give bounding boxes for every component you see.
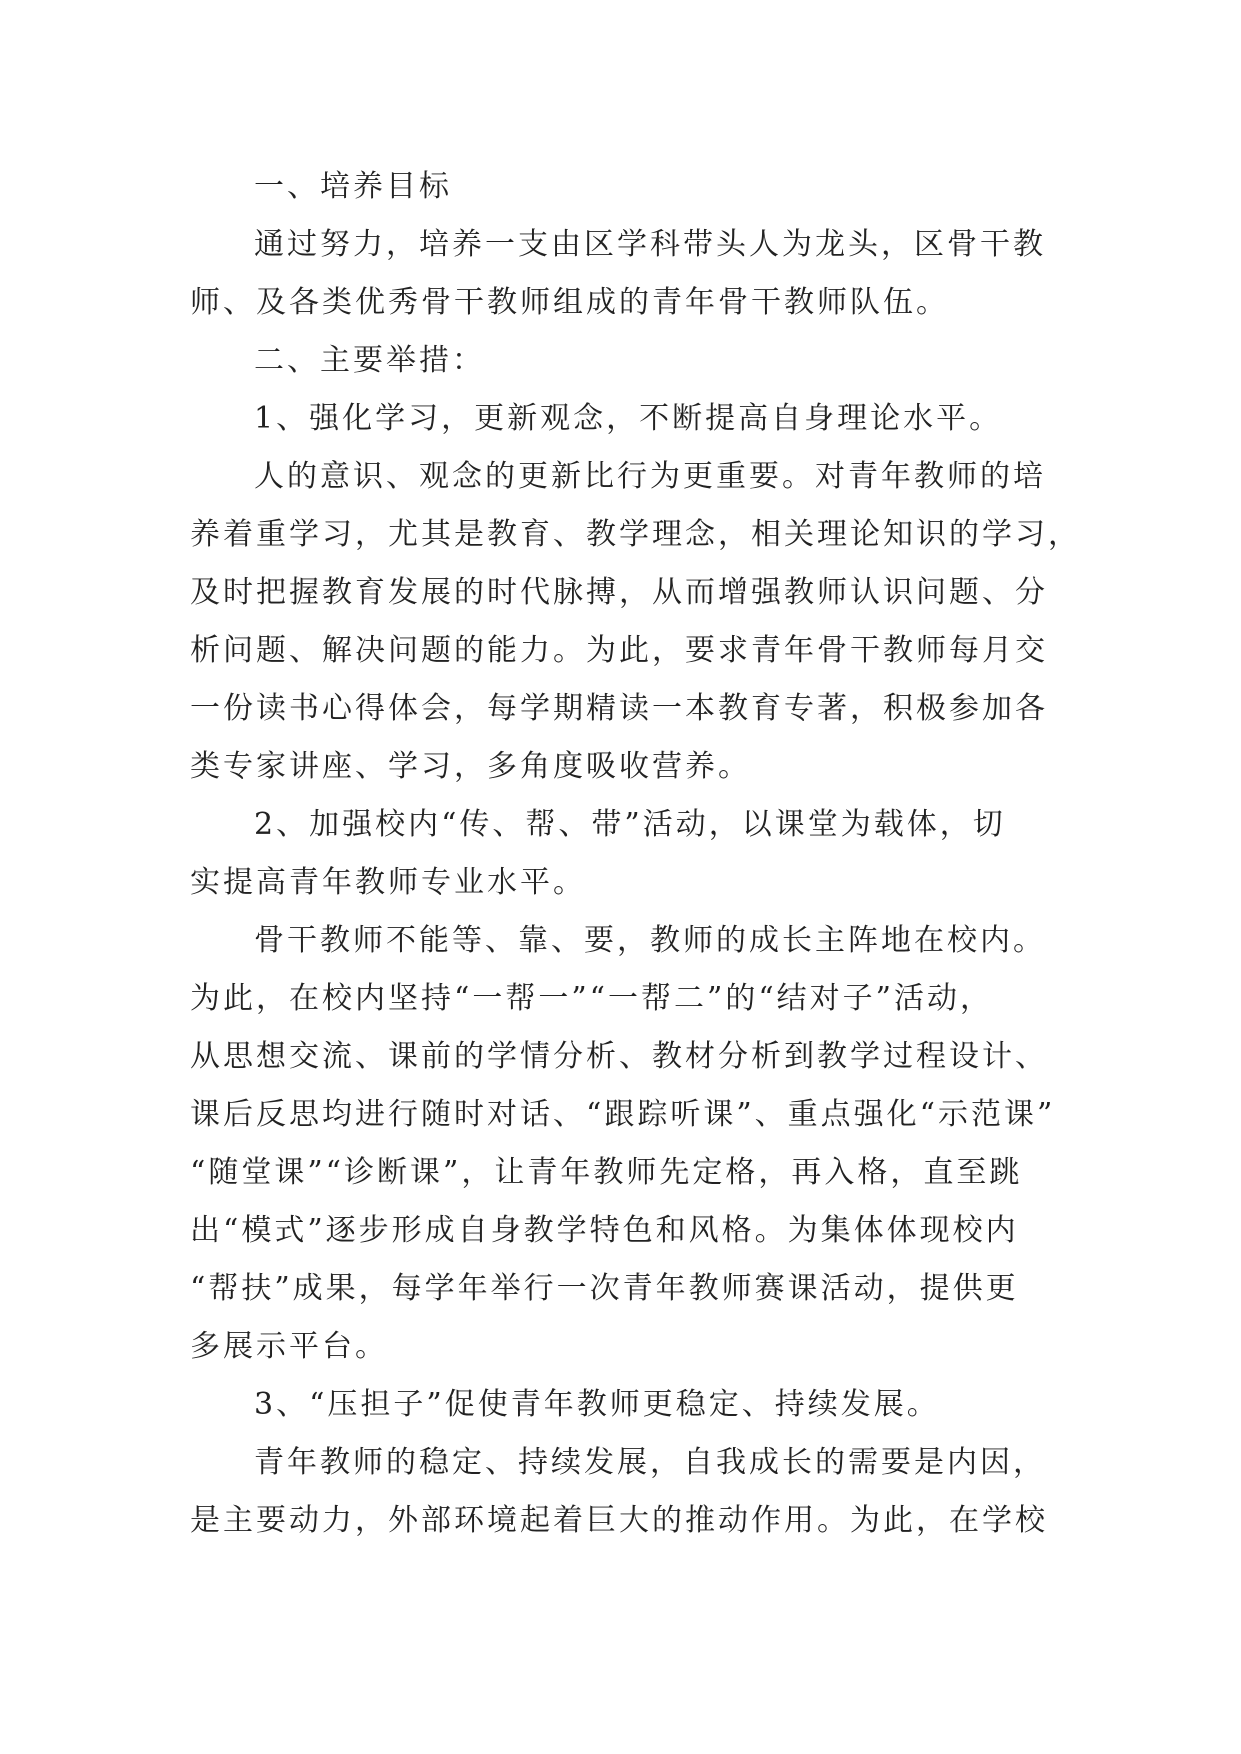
paragraph-line: 青年教师的稳定、持续发展，自我成长的需要是内因， (254, 1445, 1046, 1480)
paragraph-line: 养着重学习，尤其是教育、教学理念，相关理论知识的学习， (190, 517, 1081, 552)
section-heading-measures: 二、主要举措： (254, 343, 485, 378)
paragraph-line: 一份读书心得体会，每学期精读一本教育专著，积极参加各 (190, 691, 1048, 726)
paragraph-line: 多展示平台。 (190, 1329, 388, 1364)
paragraph-line: 析问题、解决问题的能力。为此，要求青年骨干教师每月交 (190, 633, 1048, 668)
item-heading-2: 2、加强校内“传、帮、带”活动，以课堂为载体，切 (254, 807, 1006, 842)
paragraph-line: 骨干教师不能等、靠、要，教师的成长主阵地在校内。 (254, 923, 1046, 958)
document-body (190, 158, 1081, 1550)
paragraph-line: 及时把握教育发展的时代脉搏，从而增强教师认识问题、分 (190, 575, 1048, 610)
section-heading-goals: 一、培养目标 (254, 169, 452, 204)
paragraph-line: 为此，在校内坚持“一帮一”“一帮二”的“结对子”活动， (190, 981, 994, 1016)
paragraph-line: 是主要动力，外部环境起着巨大的推动作用。为此，在学校 (190, 1503, 1048, 1538)
paragraph-line: “帮扶”成果，每学年举行一次青年教师赛课活动，提供更 (190, 1271, 1019, 1306)
paragraph-line: 实提高青年教师专业水平。 (190, 865, 586, 900)
item-heading-3: 3、“压担子”促使青年教师更稳定、持续发展。 (254, 1387, 940, 1422)
paragraph-line: 出“模式”逐步形成自身教学特色和风格。为集体体现校内 (190, 1213, 1019, 1248)
item-heading-1: 1、强化学习，更新观念，不断提高自身理论水平。 (254, 401, 1003, 436)
paragraph-line: 通过努力，培养一支由区学科带头人为龙头，区骨干教 (254, 227, 1046, 262)
paragraph-line: 类专家讲座、学习，多角度吸收营养。 (190, 749, 751, 784)
paragraph-line: 师、及各类优秀骨干教师组成的青年骨干教师队伍。 (190, 285, 949, 320)
paragraph-line: 从思想交流、课前的学情分析、教材分析到教学过程设计、 (190, 1039, 1048, 1074)
paragraph-line: “随堂课”“诊断课”，让青年教师先定格，再入格，直至跳 (190, 1155, 1023, 1190)
paragraph-line: 课后反思均进行随时对话、“跟踪听课”、重点强化“示范课” (190, 1097, 1056, 1132)
paragraph-line: 人的意识、观念的更新比行为更重要。对青年教师的培 (254, 459, 1046, 494)
